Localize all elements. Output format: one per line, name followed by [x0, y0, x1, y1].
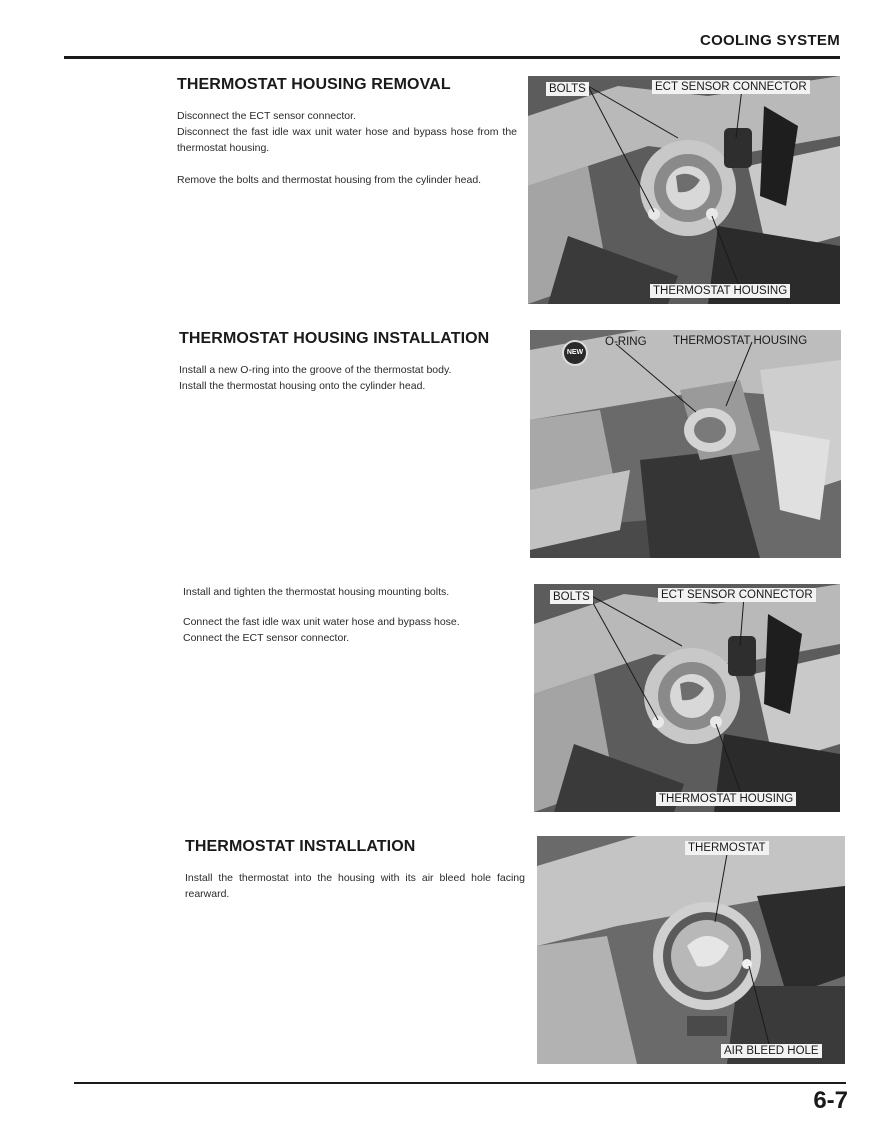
- section-housing-installation: [179, 330, 519, 406]
- section-thermostat-installation: [185, 838, 525, 914]
- instruction-text: Disconnect the ECT sensor connector.: [177, 110, 356, 122]
- engine-photo-image: [534, 584, 840, 812]
- label-bolts: BOLTS: [550, 590, 593, 604]
- photo-housing-removal: [528, 76, 840, 304]
- instruction-text: Connect the ECT sensor connector.: [183, 632, 350, 644]
- instruction-text: Install and tighten the thermostat housing mounting bolts.: [183, 586, 450, 598]
- label-air-bleed-hole: AIR BLEED HOLE: [721, 1044, 822, 1058]
- instruction-text: Install a new O-ring into the groove of the thermostat body.: [179, 364, 452, 376]
- engine-photo-image: [537, 836, 845, 1064]
- label-thermostat-housing: THERMOSTAT HOUSING: [673, 335, 808, 347]
- header-rule: [64, 56, 840, 59]
- photo-housing-installation: [530, 330, 841, 558]
- label-ect-sensor-connector: ECT SENSOR CONNECTOR: [658, 588, 816, 602]
- label-bolts: BOLTS: [546, 82, 589, 96]
- section-heading: THERMOSTAT HOUSING REMOVAL: [177, 76, 451, 93]
- footer-rule: [74, 1082, 846, 1084]
- page-header-title: COOLING SYSTEM: [699, 32, 840, 49]
- new-part-icon: NEW: [562, 340, 588, 366]
- label-thermostat: THERMOSTAT: [685, 841, 769, 855]
- label-o-ring: O-RING: [605, 336, 647, 348]
- instruction-text: Install the thermostat into the housing with its air bleed hole facing rearward.: [185, 872, 525, 900]
- photo-thermostat-installation: [537, 836, 845, 1064]
- section-housing-removal: [177, 76, 517, 200]
- label-ect-sensor-connector: ECT SENSOR CONNECTOR: [652, 80, 810, 94]
- photo-housing-connect: [534, 584, 840, 812]
- section-heading: THERMOSTAT HOUSING INSTALLATION: [179, 330, 490, 347]
- section-heading: THERMOSTAT INSTALLATION: [185, 838, 416, 855]
- label-thermostat-housing: THERMOSTAT HOUSING: [656, 792, 796, 806]
- instruction-text: Disconnect the fast idle wax unit water hose and bypass hose from the thermostat housing.: [177, 126, 517, 154]
- instruction-text: Install the thermostat housing onto the cylinder head.: [179, 380, 426, 392]
- label-thermostat-housing: THERMOSTAT HOUSING: [650, 284, 790, 298]
- page-number: 6-7: [813, 1087, 848, 1114]
- instruction-text: Remove the bolts and thermostat housing from the cylinder head.: [177, 174, 482, 186]
- section-housing-connect: [183, 584, 523, 658]
- instruction-text: Connect the fast idle wax unit water hose and bypass hose.: [183, 616, 460, 628]
- engine-photo-image: [528, 76, 840, 304]
